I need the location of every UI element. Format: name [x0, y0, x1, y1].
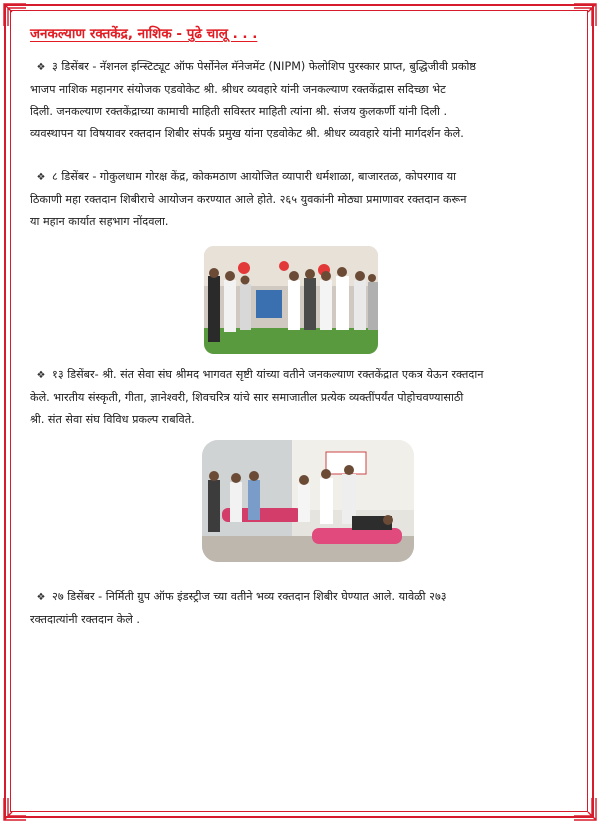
corner-ornament-icon: [572, 2, 598, 28]
entry-line: ❖ १३ डिसेंबर- श्री. संत सेवा संघ श्रीमद भागवत सृष्टी यांच्या वतीने जनकल्याण रक्तकेंद्रात एकत्र येऊन रक्तदान: [30, 364, 572, 387]
corner-ornament-icon: [2, 796, 28, 822]
corner-ornament-icon: [572, 796, 598, 822]
entry-line: भाजप नाशिक महानगर संयोजक एडवोकेट श्री. श्रीधर व्यवहारे यांनी जनकल्याण रक्तकेंद्रास सदिच्छा भेट: [30, 83, 446, 96]
blood-bank-donors-photo: [202, 440, 414, 562]
entry-dec-8: [30, 166, 572, 233]
entry-line: रक्तदात्यांनी रक्तदान केले .: [30, 613, 140, 626]
entry-dec-13: [30, 364, 572, 431]
bullet-icon: ❖: [36, 172, 46, 183]
entry-line: ❖ ३ डिसेंबर - नॅशनल इन्स्टिट्यूट ऑफ पेर्सोनेल मॅनेजमेंट (NIPM) फेलोशिप पुरस्कार प्राप्त, बुद्धिजीवी प्रकोष्ठ: [30, 56, 572, 79]
entry-line: व्यवस्थापन या विषयावर रक्तदान शिबीर संपर्क प्रमुख यांना एडवोकेट श्री. श्रीधर व्यवहारे यांनी मार्गदर्शन केले.: [30, 127, 464, 140]
page-heading: जनकल्याण रक्तकेंद्र, नाशिक - पुढे चालू . . .: [30, 26, 258, 42]
entry-dec-3: [30, 56, 572, 145]
entry-line: केले. भारतीय संस्कृती, गीता, ज्ञानेश्वरी, शिवचरित्र यांचे सार समाजातील प्रत्येक व्यक्तींपर्यंत पोहोचवण्यासाठी: [30, 391, 464, 404]
blood-donation-camp-photo: [204, 246, 378, 354]
entry-line: दिली. जनकल्याण रक्तकेंद्राच्या कामाची माहिती सविस्तर माहिती त्यांना श्री. संजय कुलकर्णी यांनी दिली .: [30, 105, 448, 118]
entry-line: श्री. संत सेवा संघ विविध प्रकल्प राबविते.: [30, 413, 195, 426]
entry-line: ❖ ८ डिसेंबर - गोकुलधाम गोरक्ष केंद्र, कोकमठाण आयोजित व्यापारी धर्मशाळा, बाजारतळ, कोपरगाव या: [30, 166, 572, 189]
bullet-icon: ❖: [36, 370, 46, 381]
entry-line: या महान कार्यात सहभाग नोंदवला.: [30, 215, 169, 228]
bullet-icon: ❖: [36, 62, 46, 73]
entry-line: ❖ २७ डिसेंबर - निर्मिती ग्रुप ऑफ इंडस्ट्रीज च्या वतीने भव्य रक्तदान शिबीर घेण्यात आले. यावेळी २७३: [30, 586, 572, 609]
corner-ornament-icon: [2, 2, 28, 28]
entry-line: ठिकाणी महा रक्तदान शिबीराचे आयोजन करण्यात आले होते. २६५ युवकांनी मोठ्या प्रमाणावर रक्तदान करून: [30, 193, 467, 206]
bullet-icon: ❖: [36, 592, 46, 603]
entry-dec-27: [30, 586, 572, 631]
